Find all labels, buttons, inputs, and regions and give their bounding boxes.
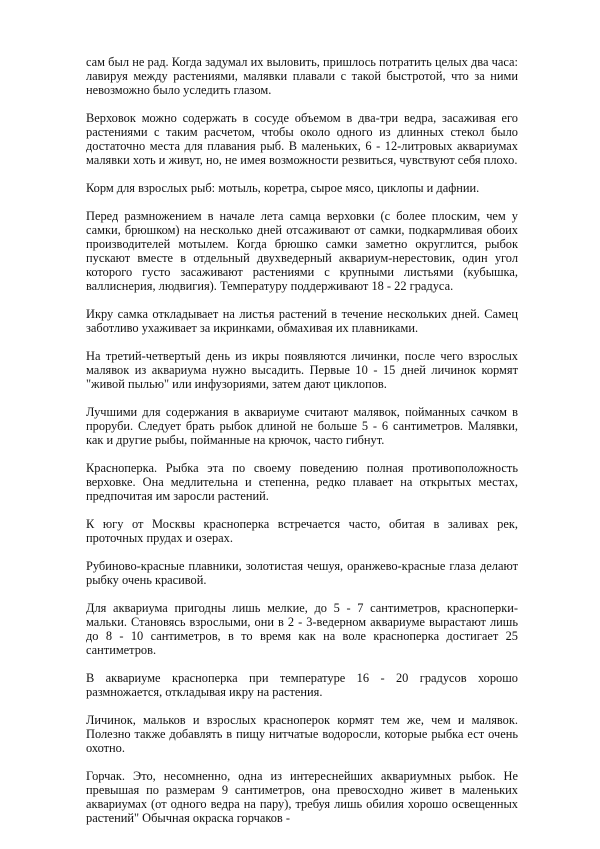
paragraph: К югу от Москвы красноперка встречается часто, обитая в заливах рек, проточных прудах и озерах. [86,517,518,545]
paragraph: Рубиново-красные плавники, золотистая чешуя, оранжево-красные глаза делают рыбку очень красивой. [86,559,518,587]
paragraph: На третий-четвертый день из икры появляются личинки, после чего взрослых малявок из аквариума нужно высадить. Первые 10 - 15 дней личинок кормят "живой пылью" или инфузориями, затем дают циклопов. [86,349,518,391]
paragraph: Лучшими для содержания в аквариуме считают малявок, пойманных сачком в проруби. Следует брать рыбок длиной не больше 5 - 6 сантиметров. Малявки, как и другие рыбы, пойманные на крючок, часто гибнут. [86,405,518,447]
paragraph: Корм для взрослых рыб: мотыль, коретра, сырое мясо, циклопы и дафнии. [86,181,480,195]
paragraph: В аквариуме красноперка при температуре 16 - 20 градусов хорошо размножается, откладывая икру на растения. [86,671,518,699]
paragraph: сам был не рад. Когда задумал их выловить, пришлось потратить целых два часа: лавируя между растениями, малявки плавали с такой быстротой, что за ними невозможно было уследить глазом. [86,55,518,97]
paragraph: Икру самка откладывает на листья растений в течение нескольких дней. Самец заботливо ухаживает за икринками, обмахивая их плавниками. [86,307,518,335]
paragraph: Горчак. Это, несомненно, одна из интереснейших аквариумных рыбок. Не превышая по размерам 9 сантиметров, она превосходно живет в маленьких аквариумах (от одного ведра на пару), требуя лишь обилия хорошо освещенных растений" Обычная окраска горчаков - [86,769,518,825]
paragraph: Красноперка. Рыбка эта по своему поведению полная противоположность верховке. Она медлительна и степенна, редко плавает на открытых местах, предпочитая им заросли растений. [86,461,518,503]
paragraph: Верховок можно содержать в сосуде объемом в два-три ведра, засаживая его растениями с таким расчетом, чтобы около одного из длинных стекол было достаточно места для плавания рыб. В маленьких, 6 - 12-литровых аквариумах малявки хоть и живут, но, не имея возможности резвиться, чувствуют себя плохо. [86,111,518,167]
document-page [86,55,518,839]
paragraph: Личинок, мальков и взрослых красноперок кормят тем же, чем и малявок. Полезно также добавлять в пищу нитчатые водоросли, которые рыбка ест очень охотно. [86,713,518,755]
paragraph: Перед размножением в начале лета самца верховки (с более плоским, чем у самки, брюшком) на несколько дней отсаживают от самки, подкармливая обоих производителей мотылем. Когда брюшко самки заметно округлится, рыбок пускают вместе в отдельный двухведерный аквариум-нерестовик, один угол которого густо засаживают растениями с крупными листьями (кубышка, валлиснерия, людвигия). Температуру поддерживают 18 - 22 градуса. [86,209,518,293]
paragraph: Для аквариума пригодны лишь мелкие, до 5 - 7 сантиметров, красноперки-мальки. Становясь взрослыми, они в 2 - 3-ведерном аквариуме вырастают лишь до 8 - 10 сантиметров, в то время как на воле красноперка достигает 25 сантиметров. [86,601,518,657]
